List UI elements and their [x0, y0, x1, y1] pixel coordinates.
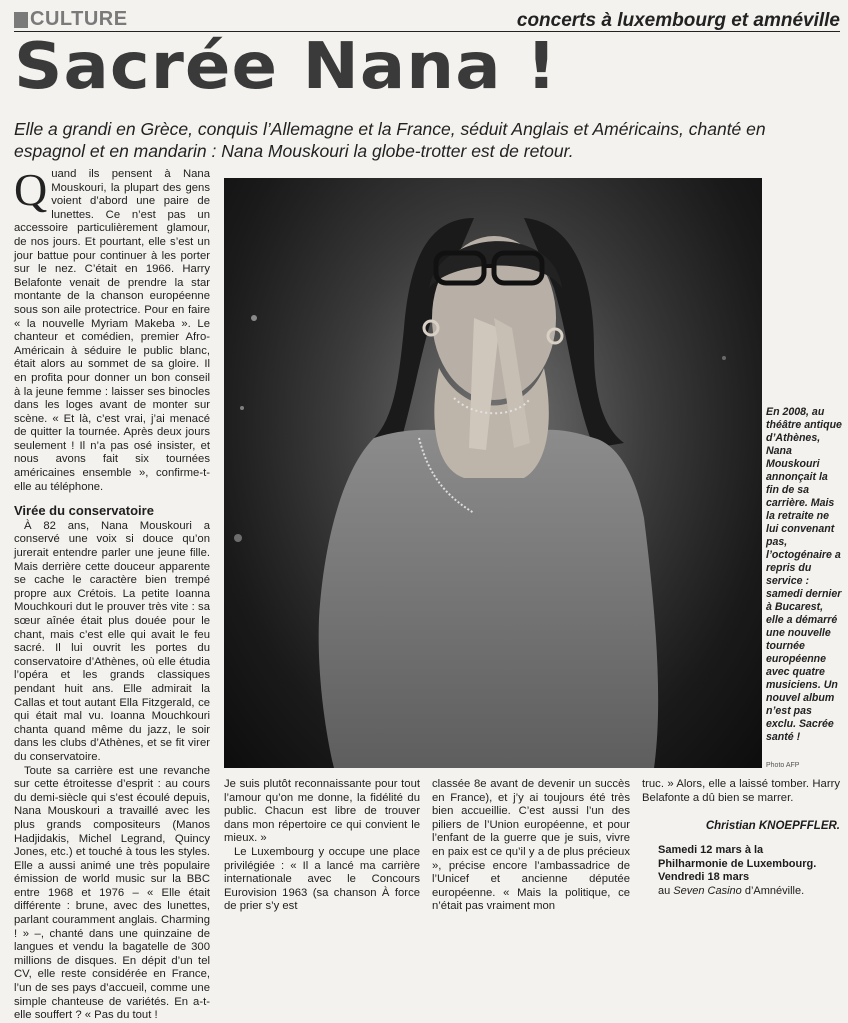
paragraph: Toute sa carrière est une revanche sur cette étroitesse d’esprit : au cours du demi-siècle qui s’est écoulé depuis, Nana Mouskouri a travaillé avec les plus grands compositeurs (Manos Hadjidakis, Michel Legrand, Quincy Jones, etc.) et touché à tous les styles. Elle a aussi animé une très populaire émission de world music sur la BBC entre 1968 et 1976 – « Elle était différente : brune, avec des lunettes, parlant couramment anglais. Charming ! » –, chanté dans une quinzaine de langues et vendu la bagatelle de 300 millions de disques. En dépit d’un tel CV, elle reste considérée en France, l’un de ses pays d’accueil, comme une simple chanteuse de variétés. En a-t-elle souffert ? « Pas du tout !: [14, 764, 210, 1022]
venue-name: Seven Casino: [673, 884, 742, 897]
paragraph: truc. » Alors, elle a laissé tomber. Harry Belafonte a dû bien se marrer.: [642, 778, 840, 804]
photo-credit: Photo AFP: [766, 762, 800, 769]
paragraph-text: uand ils pensent à Nana Mouskouri, la plupart des gens voient d’abord une paire de lunettes. Ce n’est pas un accessoire particulièrement glamour, de nos jours. Et pourtant, elle s’est un jour battue pour continuer à les porter sur le nez. C’était en 1966. Harry Belafonte venait de prendre la star montante de la chanson européenne sous son aile protectrice. Pour en faire « la nouvelle Myriam Makeba ». Le chanteur et comédien, premier Afro-Américain à séduire le public blanc, était alors au sommet de sa gloire. Il en profita pour donner un bon conseil à la jeune femme : laisser ses binocles dans les loges avant de monter sur scène. « Et là, c’est vrai, j’ai menacé de quitter la tournée. Après deux jours seulement ! Il n’a pas osé insister, et nous avons fait six tournées américaines ensemble », confirme-t-elle au téléphone.: [14, 168, 210, 493]
rubric: concerts à luxembourg et amnéville: [516, 10, 840, 31]
section-square-icon: [14, 12, 28, 28]
date-line-prefix: au: [658, 884, 674, 897]
article-column-3: [432, 778, 630, 914]
singer-illustration: [224, 178, 762, 768]
date-line: Vendredi 18 mars: [658, 871, 750, 883]
subheading: Virée du conservatoire: [14, 503, 154, 519]
article-column-4: [642, 778, 840, 805]
headline: Sacrée Nana !: [14, 30, 558, 104]
article-column-1: [14, 164, 210, 1023]
paragraph: Je suis plutôt reconnaissante pour tout l’amour qu’on me donne, la fidélité du public. Chacun est libre de trouver dans mon répertoire ce qui convient le mieux. »: [224, 778, 420, 845]
paragraph: [14, 164, 210, 494]
date-line-suffix: d’Amnéville.: [741, 884, 805, 897]
date-line: Philharmonie de Luxembourg.: [658, 857, 817, 870]
section-label: [14, 8, 128, 31]
section-name: CULTURE: [30, 8, 128, 30]
date-line: Samedi 12 mars à la: [658, 844, 764, 856]
article-column-2: [224, 778, 420, 914]
dropcap: Q: [14, 164, 48, 215]
concert-photo: [224, 178, 762, 768]
paragraph: Le Luxembourg y occupe une place privilégiée : « Il a lancé ma carrière internationale avec le Concours Eurovision 1963 (sa chanson À force de prier s’y est: [224, 845, 420, 913]
paragraph: À 82 ans, Nana Mouskouri a conservé une voix si douce qu’on jurerait entendre parler une jeune fille. Mais derrière cette douceur apparente se cache le caractère bien trempé propre aux Crétois. La petite Ioanna Mouchkouri dut le prouver très vite : sa sœur aînée était plus douée pour le chant, mais c’est elle qui avait le feu sacré. Il lui ouvrit les portes du conservatoire d’Athènes, où elle étudia l’opéra et les grands classiques pendant huit ans. Elle admirait la Callas et tout autant Ella Fitzgerald, ce qui était mal vu. Ioanna Mouchkouri chanta quand même du jazz, le soir dans les clubs d’Athènes, et se fit virer du conservatoire.: [14, 519, 210, 763]
concert-dates: [658, 844, 840, 898]
author-signature: Christian KNOEPFFLER.: [705, 820, 840, 832]
paragraph: classée 8e avant de devenir un succès en France), et j’y ai toujours été très bien accueillie. C’est aussi l’un des piliers de l’Union européenne, et pour l’enfant de la guerre que je suis, vivre en paix est ce qu’il y a de plus précieux », précise encore l’ambassadrice de l’Unicef et ancienne députée européenne. « Mais la politique, ce n’était pas vraiment mon: [432, 778, 630, 913]
photo-caption: En 2008, au théâtre antique d’Athènes, Nana Mouskouri annonçait la fin de sa carrière. Mais la retraite ne lui convenant pas, l’octogénaire a repris du service : samedi dernier à Bucarest, elle a démarré une nouvelle tournée européenne avec quatre musiciens. Un nouvel album n’est pas exclu. Sacrée santé !: [766, 406, 842, 743]
section-header: [14, 6, 840, 32]
standfirst: Elle a grandi en Grèce, conquis l’Allemagne et la France, séduit Anglais et Américains, chanté en espagnol et en mandarin : Nana Mouskouri la globe-trotter est de retour.: [14, 119, 766, 161]
